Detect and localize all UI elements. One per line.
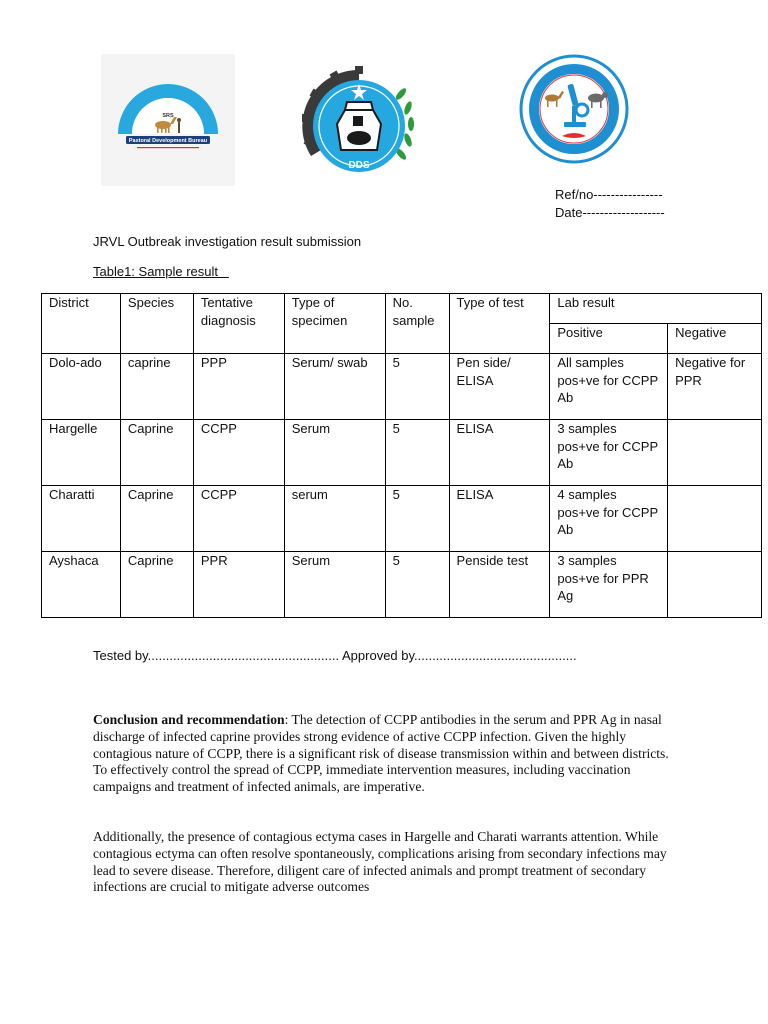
cell-diagnosis: CCPP [193,486,284,552]
signature-line: Tested by..................................................... Approved by............................................. [93,648,577,663]
header-tentative-diagnosis: Tentative diagnosis [193,294,284,354]
cell-species: caprine [120,354,193,420]
cell-district: Ayshaca [42,552,121,618]
conclusion-paragraph [93,712,683,796]
table-header-row [42,294,762,324]
header-type-of-specimen: Type of specimen [284,294,385,354]
cell-specimen: Serum [284,552,385,618]
cell-positive: 3 samples pos+ve for CCPP Ab [550,420,668,486]
cell-samples: 5 [385,420,449,486]
cell-negative [668,420,762,486]
document-heading: JRVL Outbreak investigation result submission [93,234,362,249]
table-row [42,486,762,552]
date-line: Date------------------- [555,205,665,220]
cell-test: Penside test [449,552,550,618]
cell-specimen: serum [284,486,385,552]
cell-specimen: Serum/ swab [284,354,385,420]
cell-species: Caprine [120,420,193,486]
veterinary-laboratory-seal-logo [512,54,636,164]
header-negative: Negative [668,324,762,354]
header-no-sample: No. sample [385,294,449,354]
cell-diagnosis: PPR [193,552,284,618]
cell-test: Pen side/ ELISA [449,354,550,420]
cell-test: ELISA [449,420,550,486]
header-lab-result: Lab result [550,294,762,324]
cell-samples: 5 [385,486,449,552]
table-row [42,552,762,618]
header-species: Species [120,294,193,354]
cell-negative [668,486,762,552]
cell-diagnosis: PPP [193,354,284,420]
cell-test: ELISA [449,486,550,552]
table-row [42,354,762,420]
conclusion-body: : The detection of CCPP antibodies in the serum and PPR Ag in nasal discharge of infected caprine provides strong evidence of active CCPP infection. Given the highly contagious nature of CCPP, there is a significant risk of disease transmission within and between districts. To effectively control the spread of CCPP, immediate intervention measures, including vaccination campaigns and treatment of infected animals, are imperative. [93,712,669,795]
cell-negative [668,552,762,618]
cell-positive: All samples pos+ve for CCPP Ab [550,354,668,420]
header-type-of-test: Type of test [449,294,550,354]
header-district: District [42,294,121,354]
svg-text:DDS: DDS [348,160,370,171]
reference-block [555,186,665,222]
cell-district: Hargelle [42,420,121,486]
svg-text:SRS: SRS [162,113,174,119]
sample-result-table [41,293,762,618]
cell-samples: 5 [385,552,449,618]
cell-negative: Negative for PPR [668,354,762,420]
pastoral-development-bureau-logo [101,54,235,186]
table-caption: Table1: Sample result [93,264,229,279]
cell-species: Caprine [120,486,193,552]
svg-text:Pastoral Development Bureau: Pastoral Development Bureau [128,138,208,144]
cell-diagnosis: CCPP [193,420,284,486]
header-positive: Positive [550,324,668,354]
cell-district: Dolo-ado [42,354,121,420]
cell-species: Caprine [120,552,193,618]
dds-seal-logo [297,64,421,188]
cell-positive: 4 samples pos+ve for CCPP Ab [550,486,668,552]
cell-district: Charatti [42,486,121,552]
cell-samples: 5 [385,354,449,420]
ref-no-line: Ref/no---------------- [555,187,663,202]
additional-paragraph: Additionally, the presence of contagious ectyma cases in Hargelle and Charati warrants attention. While contagious ectyma can often resolve spontaneously, complications arising from secondary infections may lead to severe disease. Therefore, diligent care of infected animals and prompt treatment of secondary infections are crucial to mitigate adverse outcomes [93,829,667,895]
cell-specimen: Serum [284,420,385,486]
conclusion-label: Conclusion and recommendation [93,712,285,727]
table-row [42,420,762,486]
cell-positive: 3 samples pos+ve for PPR Ag [550,552,668,618]
